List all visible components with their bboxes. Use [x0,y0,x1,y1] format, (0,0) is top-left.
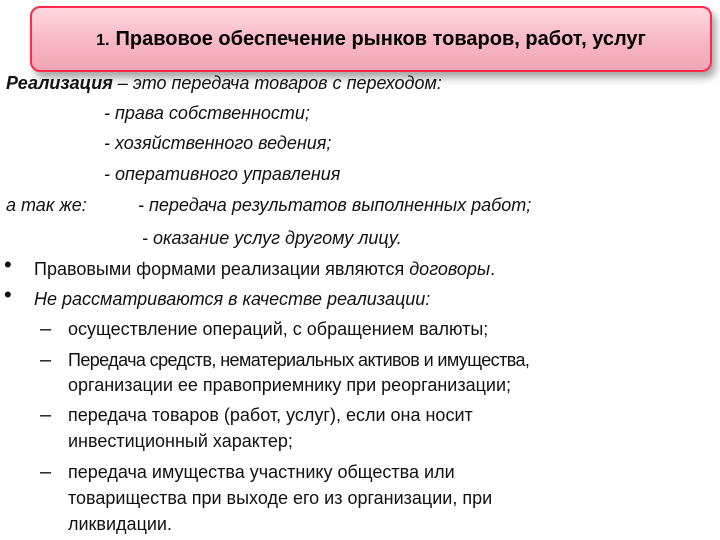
dash-marker: – [40,404,52,426]
exclusion-3-line-2: инвестиционный характер; [68,431,293,451]
slide-title-box [30,6,712,72]
bullet-1-italic: договоры [409,259,491,279]
exclusion-2-line-1: Передача средств, нематериальных активов и имущества, [68,350,530,370]
exclusion-2-line-2: организации ее правоприемнику при реорганизации; [68,375,512,395]
slide-title [96,28,646,51]
definition-text: – это передача товаров с переходом: [112,73,442,93]
exclusion-4-line-2: товарищества при выходе его из организации, при [68,488,493,508]
exclusion-4-line-3: ликвидации. [68,514,172,534]
bullet-2: Не рассматриваются в качестве реализации: [34,289,431,309]
dash-marker: – [40,318,52,340]
slide-title-number: 1. [96,31,110,49]
also-item-2 [142,227,402,249]
definition-item-2: - хозяйственного ведения; [104,133,332,153]
definition-item-3: - оперативного управления [104,164,341,184]
exclusion-4-line-1: передача имущества участнику общества или [68,462,455,482]
definition-item-1: - права собственности; [104,103,310,123]
definition-line [6,72,442,94]
bullet-dot: • [4,282,12,307]
exclusion-3-line-1: передача товаров (работ, услуг), если она носит [68,405,473,425]
bullet-1 [34,258,495,280]
bullet-1-text: Правовыми формами реализации являются [34,259,410,279]
also-label: а так же: [6,195,87,215]
dash-marker: – [40,349,52,371]
definition-term: Реализация [6,73,113,93]
slide-title-text: Правовое обеспечение рынков товаров, работ, услуг [115,27,646,50]
also-item-2-text: - оказание услуг другому лицу. [142,228,402,248]
bullet-1-end: . [490,259,496,279]
dash-marker: – [40,461,52,483]
also-item-1: - передача результатов выполненных работ; [138,195,532,215]
exclusion-1-line-1: осуществление операций, с обращением валюты; [68,319,489,339]
bullet-dot: • [4,252,12,277]
